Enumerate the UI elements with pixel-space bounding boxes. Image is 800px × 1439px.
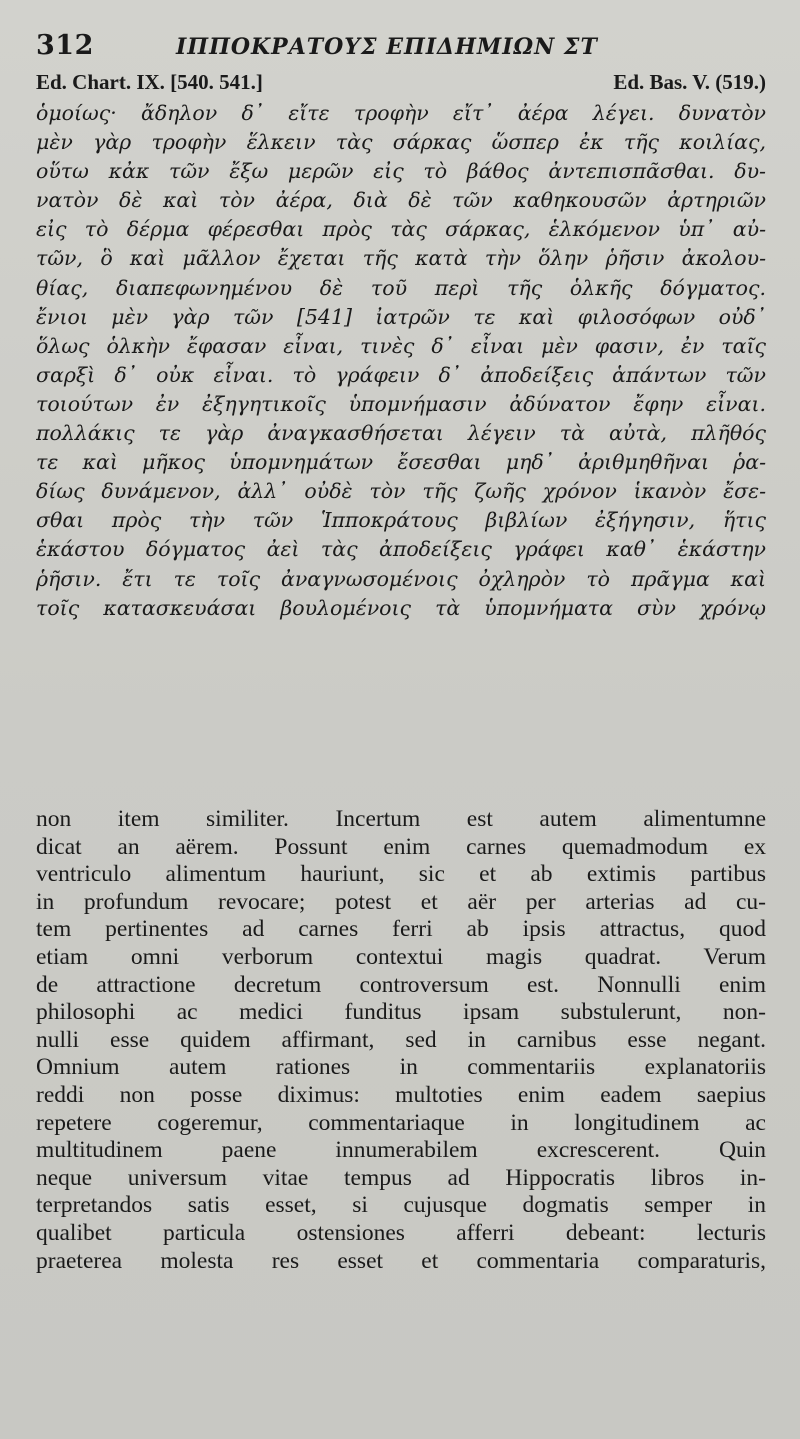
running-title: ΙΠΠΟΚΡΑΤΟΥΣ ΕΠΙΔΗΜΙΩΝ ΣΤ: [176, 34, 598, 60]
latin-text-line: non item similiter. Incertum est autem alimentumne: [36, 806, 766, 832]
greek-text-line: μὲν γὰρ τροφὴν ἕλκειν τὰς σάρκας ὥσπερ ἐκ τῆς κοιλίας,: [36, 130, 766, 155]
greek-text-line: τῶν, ὃ καὶ μᾶλλον ἔχεται τῆς κατὰ τὴν ὅλην ῥῆσιν ἀκολου-: [36, 246, 766, 271]
latin-text-line: reddi non posse diximus: multoties enim eadem saepius: [36, 1081, 766, 1108]
latin-text-line: tem pertinentes ad carnes ferri ab ipsis attractus, quod: [36, 916, 766, 943]
page-header: [36, 30, 766, 66]
greek-text-line: οὕτω κἀκ τῶν ἔξω μερῶν εἰς τὸ βάθος ἀντεπισπᾶσθαι. δυ-: [36, 159, 766, 184]
latin-text-line: repetere cogeremur, commentariaque in longitudinem ac: [36, 1109, 766, 1136]
latin-text-line: Omnium autem rationes in commentariis explanatoriis: [36, 1054, 766, 1081]
greek-text-block: [36, 99, 766, 623]
latin-text-line: in profundum revocare; potest et aër per arterias ad cu-: [36, 888, 766, 915]
latin-text-line: multitudinem paene innumerabilem excrescerent. Quin: [36, 1137, 766, 1164]
latin-text-line: neque universum vitae tempus ad Hippocratis libros in-: [36, 1164, 766, 1191]
greek-text-line: τοῖς κατασκευάσαι βουλομένοις τὰ ὑπομνήματα σὺν χρόνῳ: [36, 595, 766, 620]
greek-text-line: τε καὶ μῆκος ὑπομνημάτων ἔσεσθαι μηδ᾽ ἀριθμηθῆναι ῥα-: [36, 450, 766, 475]
latin-text-line: etiam omni verborum contextui magis quadrat. Verum: [36, 943, 766, 970]
latin-text-line: ventriculo alimentum hauriunt, sic et ab extimis partibus: [36, 861, 766, 888]
greek-text-line: πολλάκις τε γὰρ ἀναγκασθήσεται λέγειν τὰ αὐτὰ, πλῆθός: [36, 421, 766, 446]
latin-text-line: de attractione decretum controversum est. Nonnulli enim: [36, 971, 766, 998]
greek-text-line: σθαι πρὸς τὴν τῶν Ἱπποκράτους βιβλίων ἐξήγησιν, ἥτις: [36, 508, 766, 533]
greek-text-line: ὁμοίως· ἄδηλον δ᾽ εἴτε τροφὴν εἴτ᾽ ἀέρα λέγει. δυνατὸν: [36, 101, 766, 125]
latin-text-line: philosophi ac medici funditus ipsam substulerunt, non-: [36, 999, 766, 1026]
greek-text-line: δίως δυνάμενον, ἀλλ᾽ οὐδὲ τὸν τῆς ζωῆς χρόνον ἱκανὸν ἔσε-: [36, 479, 766, 504]
latin-text-line: dicat an aërem. Possunt enim carnes quemadmodum ex: [36, 833, 766, 860]
latin-text-block: [36, 806, 766, 1275]
latin-text-line: nulli esse quidem affirmant, sed in carnibus esse negant.: [36, 1026, 766, 1053]
greek-text-line: νατὸν δὲ καὶ τὸν ἀέρα, διὰ δὲ τῶν καθηκουσῶν ἀρτηριῶν: [36, 188, 766, 213]
greek-text-line: ἑκάστου δόγματος ἀεὶ τὰς ἀποδείξεις γράφει καθ᾽ ἑκάστην: [36, 537, 766, 562]
edition-basel-reference: Ed. Bas. V. (519.): [613, 70, 766, 94]
page-number: 312: [36, 30, 94, 61]
greek-text-line: τοιούτων ἐν ἐξηγητικοῖς ὑπομνήμασιν ἀδύνατον ἔφην εἶναι.: [36, 391, 766, 416]
edition-reference-line: [36, 70, 766, 96]
latin-text-line: praeterea molesta res esset et commentaria comparaturis,: [36, 1247, 766, 1274]
greek-text-line: ὅλως ὁλκὴν ἔφασαν εἶναι, τινὲς δ᾽ εἶναι μὲν φασιν, ἐν ταῖς: [36, 333, 766, 358]
greek-text-line: ἔνιοι μὲν γὰρ τῶν [541] ἰατρῶν τε καὶ φιλοσόφων οὐδ᾽: [36, 304, 766, 329]
edition-chartier-reference: Ed. Chart. IX. [540. 541.]: [36, 70, 263, 94]
greek-text-line: σαρξὶ δ᾽ οὐκ εἶναι. τὸ γράφειν δ᾽ ἀποδείξεις ἁπάντων τῶν: [36, 362, 766, 387]
greek-text-line: θίας, διαπεφωνημένου δὲ τοῦ περὶ τῆς ὁλκῆς δόγματος.: [36, 275, 766, 300]
latin-text-line: qualibet particula ostensiones afferri debeant: lecturis: [36, 1219, 766, 1246]
greek-text-line: εἰς τὸ δέρμα φέρεσθαι πρὸς τὰς σάρκας, ἑλκόμενον ὑπ᾽ αὐ-: [36, 217, 766, 242]
bleed-through-shadow: [36, 748, 766, 788]
latin-text-line: terpretandos satis esset, si cujusque dogmatis semper in: [36, 1192, 766, 1219]
greek-text-line: ῥῆσιν. ἔτι τε τοῖς ἀναγνωσομένοις ὀχληρὸν τὸ πρᾶγμα καὶ: [36, 566, 766, 591]
